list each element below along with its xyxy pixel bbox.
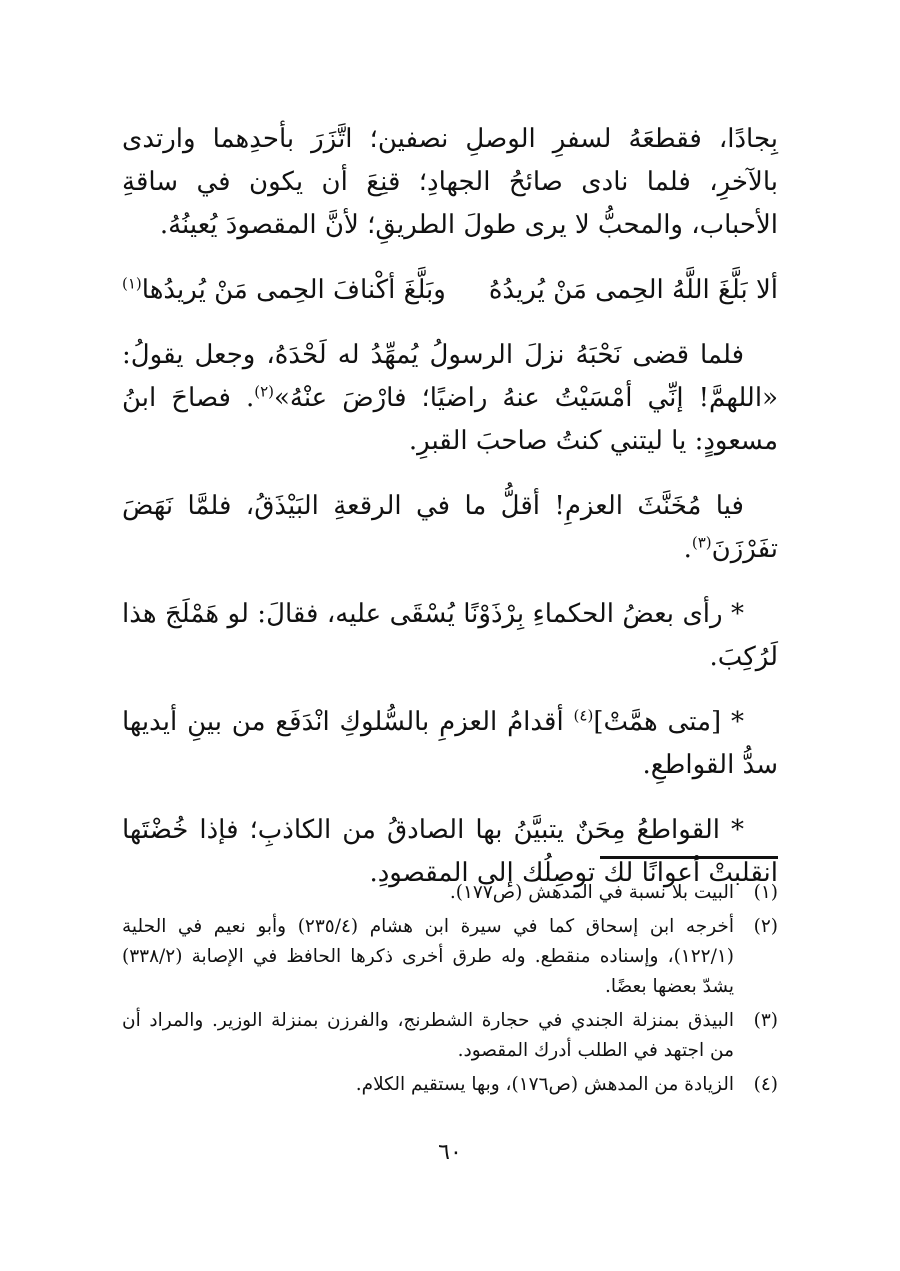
footnotes: [122, 878, 778, 1104]
footnote-number: (٢): [753, 916, 778, 937]
paragraph-5: [122, 701, 778, 787]
paragraph-3-text: فيا مُخَنَّثَ العزمِ! أقلُّ ما في الرقعةِ البَيْذَقُ، فلمَّا نَهَضَ تفَرْزَنَ: [122, 491, 778, 564]
paragraph-2-text: فلما قضى نَحْبَهُ نزلَ الرسولُ يُمهِّدُ له لَحْدَهُ، وجعل يقولُ: «اللهمَّ! إنِّي أمْسَيْتُ عنهُ راضيًا؛ فارْضَ عنْهُ»: [122, 340, 778, 413]
footnote-item: [122, 1070, 778, 1100]
footnote-text: الزيادة من المدهش (ص١٧٦)، وبها يستقيم الكلام.: [355, 1074, 734, 1095]
footnote-text: أخرجه ابن إسحاق كما في سيرة ابن هشام (٢٣٥/٤) وأبو نعيم في الحلية (١٢٢/١)، وإسناده منقطع. وله طرق أخرى ذكرها الحافظ في الإصابة (٣٣٨/٢) يشدّ بعضها بعضًا.: [122, 916, 734, 997]
paragraph-6-text: * القواطعُ مِحَنٌ يتبيَّنُ بها الصادقُ من الكاذبِ؛ فإذا خُضْتَها انقلبتْ أعوانًا لك توصِلُك إلى المقصودِ.: [122, 815, 778, 888]
footnote-text: البيت بلا نسبة في المدهش (ص١٧٧).: [449, 882, 734, 903]
footnote-ref-2[interactable]: (٢): [254, 382, 274, 401]
footnote-item: [122, 912, 778, 1002]
footnote-separator: [600, 856, 778, 859]
page-number: ٦٠: [438, 1140, 462, 1165]
footnote-number: (١): [753, 882, 778, 903]
footnote-text: البيذق بمنزلة الجندي في حجارة الشطرنج، والفرزن بمنزلة الوزير. والمراد أن من اجتهد في الطلب أدرك المقصود.: [122, 1010, 734, 1061]
footnote-ref-4[interactable]: (٤): [573, 706, 594, 725]
verse-second-hemistich: [122, 269, 446, 312]
footnote-item: [122, 878, 778, 908]
footnote-number: (٣): [753, 1010, 778, 1031]
paragraph-3: [122, 485, 778, 571]
footnote-number: (٤): [753, 1074, 778, 1095]
footnote-ref-1[interactable]: (١): [122, 274, 142, 293]
paragraph-4-text: * رأى بعضُ الحكماءِ بِرْذَوْنًا يُسْقَى عليه، فقالَ: لو هَمْلَجَ هذا لَرُكِبَ.: [122, 599, 778, 672]
footnote-item: [122, 1006, 778, 1066]
paragraph-4: [122, 593, 778, 679]
paragraph-1: [122, 118, 778, 247]
paragraph-3-tail: .: [683, 534, 692, 564]
paragraph-2: [122, 334, 778, 463]
footnote-ref-3[interactable]: (٣): [691, 533, 712, 552]
verse-second-text: وبَلَّغَ أكْنافَ الحِمى مَنْ يُريدُها: [141, 275, 446, 305]
paragraph-5-tail: أقدامُ العزمِ بالسُّلوكِ انْدَفَع من بينِ أيديها سدُّ القواطعِ.: [122, 707, 778, 780]
paragraph-5-head: * [متى همَّتْ]: [593, 707, 744, 737]
paragraph-1-text: بِجادًا، فقطعَهُ لسفرِ الوصلِ نصفين؛ اتَّزَرَ بأحدِهما وارتدى بالآخرِ، فلما نادى صائحُ الجهادِ؛ قنِعَ أن يكون في ساقةِ الأحباب، والمحبُّ لا يرى طولَ الطريقِ؛ لأنَّ المقصودَ يُعينُهُ.: [122, 124, 778, 240]
verse-first-hemistich: ألا بَلَّغَ اللَّهُ الحِمى مَنْ يُريدُهُ: [488, 275, 778, 305]
paragraph-2-tail: . فصاحَ ابنُ مسعودٍ: يا ليتني كنتُ صاحبَ القبرِ.: [122, 383, 778, 456]
main-text: [122, 118, 778, 917]
poetry-verse: [122, 269, 778, 312]
